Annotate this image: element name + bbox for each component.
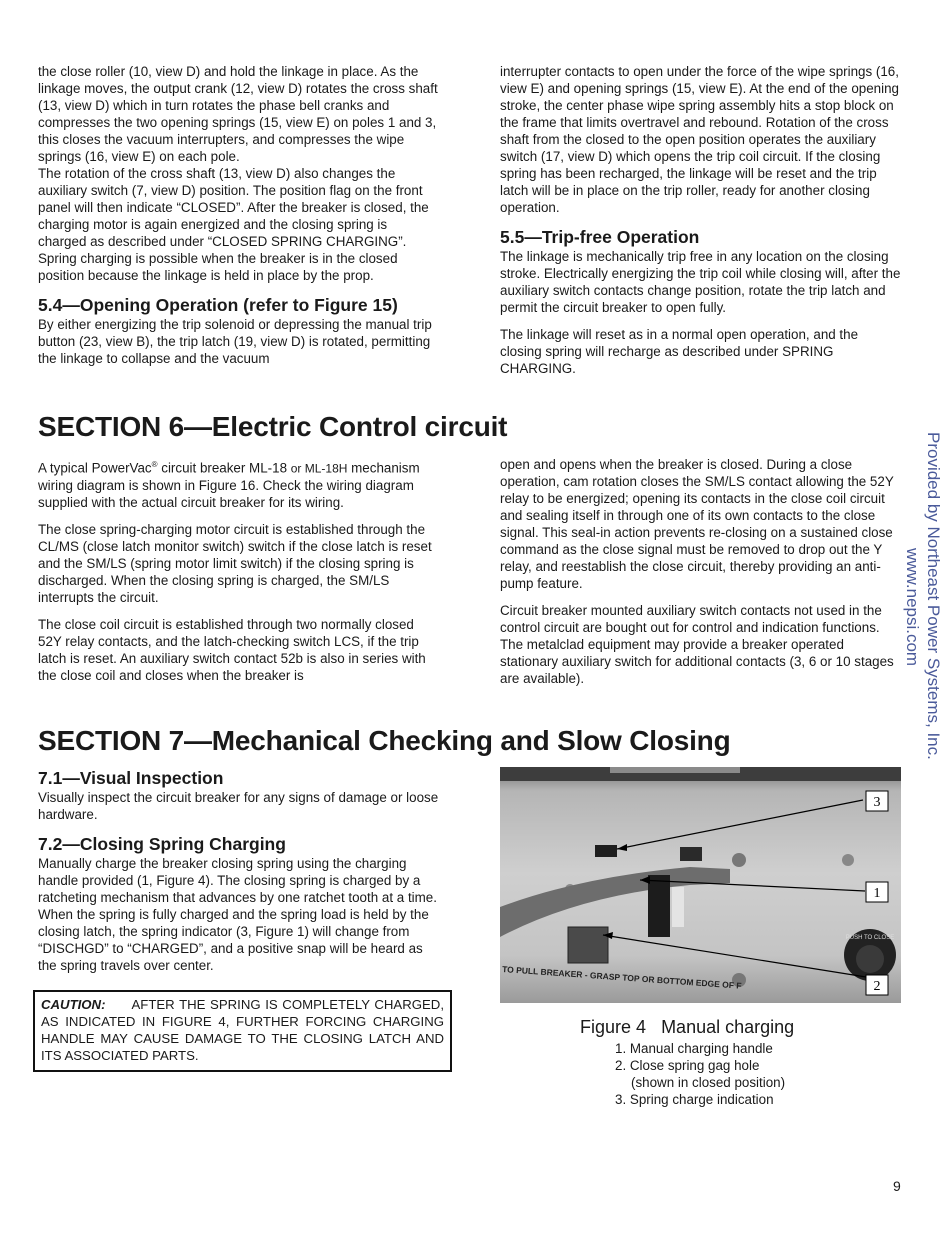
legend-item: 3. Spring charge indication xyxy=(615,1092,774,1107)
section-6-right-column xyxy=(500,456,902,697)
heading-5-5: 5.5—Trip-free Operation xyxy=(500,227,700,247)
flag-slot xyxy=(680,847,702,861)
button-center xyxy=(856,945,884,973)
legend-item: (shown in closed position) xyxy=(631,1075,786,1090)
top-right-column xyxy=(500,63,902,387)
text-run: mechanism wiring diagram is shown in Figure 16. Check the wiring diagram supplied with the actual circuit breaker for its wiring. xyxy=(38,460,420,511)
text-run: circuit breaker ML-18 xyxy=(157,460,291,476)
caution-label: CAUTION: xyxy=(41,997,106,1012)
paragraph: interrupter contacts to open under the force of the wipe springs (16, view E) and opening springs (15, view E). At the end of the opening stroke, the center phase wipe spring assembly hits a stop block on the frame that limits overtravel and rebound. Rotation of the cross shaft from the closed to the open position operates the auxiliary switch (17, view D) which opens the trip coil circuit. If the closing spring has been recharged, the linkage will be reset and the trip latch will be in place on the trip roller, ready for another closing operation. xyxy=(500,64,899,215)
callout-3: 3 xyxy=(873,795,881,810)
figure-legend xyxy=(615,1040,785,1108)
figure-caption xyxy=(580,1016,794,1038)
paragraph: open and opens when the breaker is closed. During a close operation, cam rotation closes the SM/LS contact allowing the 52Y relay to be energized; opening its contacts in the close coil circuit and sealing itself in through one of its own contacts to the close signal. This seal-in action prevents re-closing on a sustained close command as the close signal must be removed to drop out the Y relay, and reestablish the close circuit, thereby providing an anti-pump feature. xyxy=(500,457,894,591)
callout-line-2 xyxy=(603,935,866,977)
bolt xyxy=(842,854,854,866)
heading-7-1: 7.1—Visual Inspection xyxy=(38,768,224,788)
paragraph: Circuit breaker mounted auxiliary switch contacts not used in the control circuit are bought out for control and indication functions. The metalclad equipment may provide a breaker operated stationary auxiliary switch for additional contacts (3, 6 or 10 stages are available). xyxy=(500,603,894,686)
text-run: A typical PowerVac xyxy=(38,460,152,476)
provider-url: www.nepsi.com xyxy=(903,548,922,667)
bolt xyxy=(732,853,746,867)
callout-line-3 xyxy=(617,800,863,849)
paragraph: The rotation of the cross shaft (13, view D) also changes the auxiliary switch (7, view D) position. The position flag on the front panel will then indicate “CLOSED”. After the breaker is closed, the charging motor is again energized and the closing spring is charged as described under “CLOSED SPRING CHARGING”. Spring charging is possible when the breaker is in the closed position because the linkage is held in place by the prop. xyxy=(38,166,429,283)
page-number: 9 xyxy=(893,1178,901,1194)
section-7-left-column xyxy=(38,767,442,984)
pull-breaker-label: TO PULL BREAKER - GRASP TOP OR BOTTOM EDGE OF F xyxy=(501,964,742,991)
callout-2: 2 xyxy=(873,979,881,994)
handle-socket xyxy=(648,875,670,937)
section-6-title: SECTION 6—Electric Control circuit xyxy=(38,411,508,442)
charging-handle xyxy=(500,867,730,937)
text-run: or ML-18H xyxy=(290,461,348,476)
figure-4-photo xyxy=(500,767,901,1003)
callout-arrow-3 xyxy=(617,844,627,851)
section-6-left-column xyxy=(38,456,438,694)
callout-1: 1 xyxy=(873,886,881,901)
legend-item: 2. Close spring gag hole xyxy=(615,1058,760,1073)
photo-top-lettering xyxy=(610,767,740,773)
paragraph: By either energizing the trip solenoid or depressing the manual trip button (23, view B), the trip latch (19, view D) is rotated, permitting the linkage to collapse and the vacuum xyxy=(38,317,432,366)
gag-hole xyxy=(568,927,608,963)
handle-label-strip xyxy=(672,887,684,927)
caution-text: AFTER THE SPRING IS COMPLETELY CHARGED, AS INDICATED IN FIGURE 4, FURTHER FORCING CHARGING HANDLE MAY CAUSE DAMAGE TO THE CLOSING LATCH AND ITS ASSOCIATED PARTS. xyxy=(41,997,444,1063)
paragraph: The close spring-charging motor circuit is established through the CL/MS (close latch monitor switch) switch if the close latch is reset and the SM/LS (spring motor limit switch) if the closing spring is discharged. When the closing spring is charged, the SM/LS interrupts the circuit. xyxy=(38,522,432,606)
paragraph: Visually inspect the circuit breaker for any signs of damage or loose hardware. xyxy=(38,790,439,822)
paragraph: The linkage will reset as in a normal open operation, and the closing spring will recharge as described under SPRING CHARGING. xyxy=(500,327,859,376)
paragraph: Manually charge the breaker closing spring using the charging handle provided (1, Figure 4). The closing spring is charged by a ratcheting mechanism that advances by one ratchet tooth at a time. When the spring is fully charged and the spring load is held by the closing latch, the spring indicator (3, Figure 1) will change from “DISCHGD” to “CHARGED”, and a positive snap will be heard as the spring travels over center. xyxy=(38,856,437,973)
paragraph: the close roller (10, view D) and hold the linkage in place. As the linkage moves, the output crank (12, view D) rotates the cross shaft (13, view D) which in turn rotates the phase bell cranks and compresses the two opening springs (15, view E) on poles 1 and 3, this closes the vacuum interrupters, and compresses the wipe springs (16, view E) on each pole. xyxy=(38,64,438,164)
provider-credit: Provided by Northeast Power Systems, Inc. xyxy=(924,432,943,760)
paragraph: The close coil circuit is established through two normally closed 52Y relay contacts, and the latch-checking switch LCS, if the trip latch is reset. An auxiliary switch contact 52b is also in series with the close coil and closes when the breaker is xyxy=(38,617,426,684)
paragraph: The linkage is mechanically trip free in any location on the closing stroke. Electrically energizing the trip coil while closing will, after the auxiliary switch contacts change position, rotate the trip latch and permit the circuit breaker to open fully. xyxy=(500,249,901,315)
legend-item: 1. Manual charging handle xyxy=(615,1041,773,1056)
button-label: PUSH TO CLOSE xyxy=(845,935,895,941)
registered-mark: ® xyxy=(151,460,158,469)
section-7-title: SECTION 7—Mechanical Checking and Slow Closing xyxy=(38,725,731,756)
manual-charging-photo xyxy=(500,767,901,1003)
caution-box xyxy=(33,990,452,1072)
paragraph xyxy=(38,456,438,511)
top-left-column xyxy=(38,63,438,377)
figure-number: Figure 4 xyxy=(580,1017,647,1037)
figure-title: Manual charging xyxy=(661,1017,795,1037)
heading-5-4: 5.4—Opening Operation (refer to Figure 15) xyxy=(38,295,398,315)
heading-7-2: 7.2—Closing Spring Charging xyxy=(38,834,286,854)
indicator-slot xyxy=(595,845,617,857)
